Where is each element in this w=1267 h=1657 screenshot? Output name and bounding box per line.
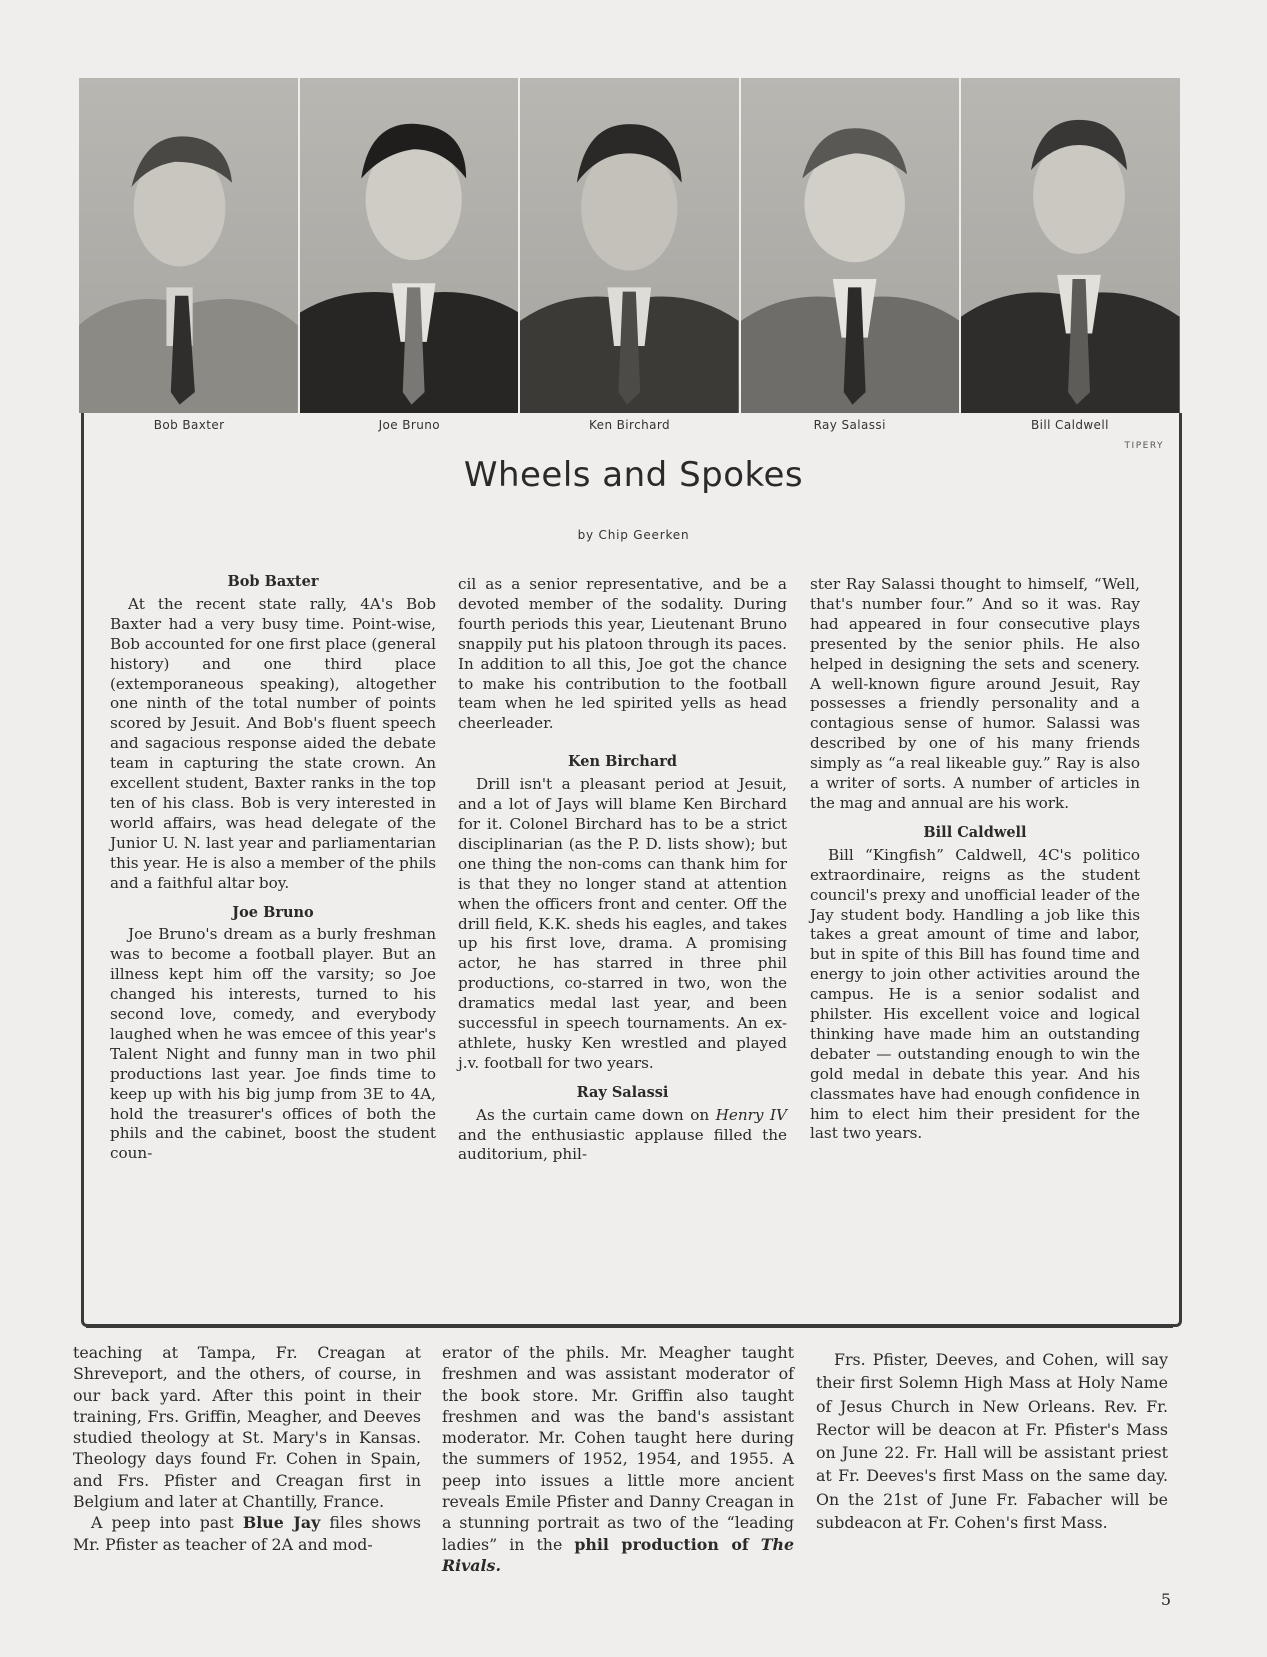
portrait-image xyxy=(79,78,298,413)
portrait-image xyxy=(520,78,739,413)
photo-caption: Ray Salassi xyxy=(813,418,886,432)
paragraph-bold-text: phil production of xyxy=(574,1534,749,1554)
article-column-1 xyxy=(110,572,436,1164)
publication-name: Blue Jay xyxy=(242,1513,321,1533)
section-paragraph: At the recent state rally, 4A's Bob Baxter had a very busy time. Point-wise, Bob accounted for one first place (general history) and one third place (extemporaneous speaking), altogether one ninth of the total number of points scored by Jesuit. And Bob's fluent speech and sagacious response aided the debate team in capturing the state crown. An excellent student, Baxter ranks in the top ten of his class. Bob is very interested in world affairs, was head delegate of the Junior U. N. last year and parliamentarian this year. He is also a member of the phils and a faithful altar boy. xyxy=(110,594,436,892)
portrait-photo xyxy=(300,78,521,413)
section-paragraph: Joe Bruno's dream as a burly freshman was to become a football player. But an illness kept him off the varsity; so Joe changed his interests, turned to his second love, comedy, and everybody laughed when he was emcee of this year's Talent Night and funny man in two phil productions last year. Joe finds time to keep up with his big jump from 3E to 4A, hold the treasurer's offices of both the phils and the cabinet, boost the student coun- xyxy=(110,925,436,1163)
article-title: Wheels and Spokes xyxy=(463,455,804,495)
section-heading: Ray Salassi xyxy=(576,1083,669,1101)
photo-caption: Ken Birchard xyxy=(589,418,671,432)
continued-column-1 xyxy=(73,1342,421,1555)
portrait-strip xyxy=(79,78,1180,413)
page-number: 5 xyxy=(1160,1590,1171,1609)
section-heading: Joe Bruno xyxy=(232,903,314,921)
section-heading: Ken Birchard xyxy=(567,753,678,771)
portrait-photo xyxy=(741,78,962,413)
section-paragraph: cil as a senior representative, and be a devoted member of the sodality. During fourth periods this year, Lieutenant Bruno snappily put his platoon through its paces. In addition to all this, Joe got the chance to make his contribution to the football team when he led spirited yells as head cheerleader. xyxy=(458,575,787,733)
photo-caption: Joe Bruno xyxy=(378,418,440,432)
photo-credit: TIPERY xyxy=(1124,441,1164,451)
portrait-image xyxy=(300,78,519,413)
photo-caption: Bill Caldwell xyxy=(1031,418,1109,432)
portrait-photo xyxy=(520,78,741,413)
continued-paragraph xyxy=(442,1342,794,1576)
play-title: The Rivals. xyxy=(442,1534,794,1575)
section-paragraph: ster Ray Salassi thought to himself, “Well, that's number four.” And so it was. Ray had appeared in four consecutive plays presented by the senior phils. He also helped in designing the sets and scenery. A well-known figure around Jesuit, Ray possesses a friendly personality and a contagious sense of humor. Salassi was described by one of his many friends simply as “a real likeable guy.” Ray is also a writer of sorts. A number of articles in the mag and annual are his work. xyxy=(810,575,1140,812)
article-byline: by Chip Geerken xyxy=(577,528,690,542)
paragraph-text: erator of the phils. Mr. Meagher taught freshmen and was assistant moderator of the book store. Mr. Griffin also taught freshmen and was the band's assistant moderator. Mr. Cohen taught here during the summers of 1952, 1954, and 1955. A peep into issues a little more ancient reveals Emile Pfister and Danny Creagan in a stunning portrait as two of the “leading ladies” in the xyxy=(442,1343,794,1554)
paragraph-text: As the curtain came down on xyxy=(476,1105,710,1124)
section-paragraph: Drill isn't a pleasant period at Jesuit, and a lot of Jays will blame Ken Birchard for it. Colonel Birchard has to be a strict disciplinarian (as the P. D. lists show); but one thing the non-coms can thank him for is that they no longer stand at attention when the officers front and center. Off the drill field, K.K. sheds his eagles, and takes up his first love, drama. A promising actor, he has starred in three phil productions, co-starred in two, won the dramatics medal last year, and been successful in speech tournaments. An ex-athlete, husky Ken wrestled and played j.v. football for two years. xyxy=(458,775,787,1072)
article-column-3 xyxy=(810,575,1140,1144)
portrait-image xyxy=(741,78,960,413)
portrait-photo xyxy=(961,78,1180,413)
photo-caption: Bob Baxter xyxy=(153,418,225,432)
continued-paragraph xyxy=(73,1512,421,1555)
section-heading: Bob Baxter xyxy=(227,573,319,590)
section-heading: Bill Caldwell xyxy=(923,823,1027,841)
continued-column-2 xyxy=(442,1342,794,1576)
paragraph-text: files shows Mr. Pfister as teacher of 2A and mod- xyxy=(73,1513,421,1554)
section-paragraph xyxy=(458,1106,787,1166)
portrait-photo xyxy=(79,78,300,413)
section-paragraph: Bill “Kingfish” Caldwell, 4C's politico extraordinaire, reigns as the student council's prexy and unofficial leader of the Jay student body. Handling a job like this takes a great amount of time and labor, but in spite of this Bill has found time and energy to join other activities around the campus. He is a senior sodalist and philster. His excellent voice and logical thinking have made him an outstanding debater — outstanding enough to win the gold medal in debate this year. And his classmates have had enough confidence in him to elect him their president for the last two years. xyxy=(810,845,1140,1143)
continued-column-3 xyxy=(816,1348,1168,1534)
play-title: Henry IV xyxy=(715,1105,788,1124)
paragraph-text: A peep into past xyxy=(91,1513,234,1533)
continued-paragraph: teaching at Tampa, Fr. Creagan at Shreveport, and the others, of course, in our back yard. After this point in their training, Frs. Griffin, Meagher, and Deeves studied theology at St. Mary's in Kansas. Theology days found Fr. Cohen in Spain, and Frs. Pfister and Creagan first in Belgium and later at Chantilly, France. xyxy=(73,1343,421,1512)
paragraph-text: and the enthusiastic applause filled the auditorium, phil- xyxy=(458,1125,787,1164)
portrait-image xyxy=(961,78,1180,413)
continued-paragraph: Frs. Pfister, Deeves, and Cohen, will say their first Solemn High Mass at Holy Name of Jesus Church in New Orleans. Rev. Fr. Rector will be deacon at Fr. Pfister's Mass on June 22. Fr. Hall will be assistant priest at Fr. Deeves's first Mass on the same day. On the 21st of June Fr. Fabacher will be subdeacon at Fr. Cohen's first Mass. xyxy=(816,1350,1168,1533)
article-column-2 xyxy=(458,575,787,1165)
